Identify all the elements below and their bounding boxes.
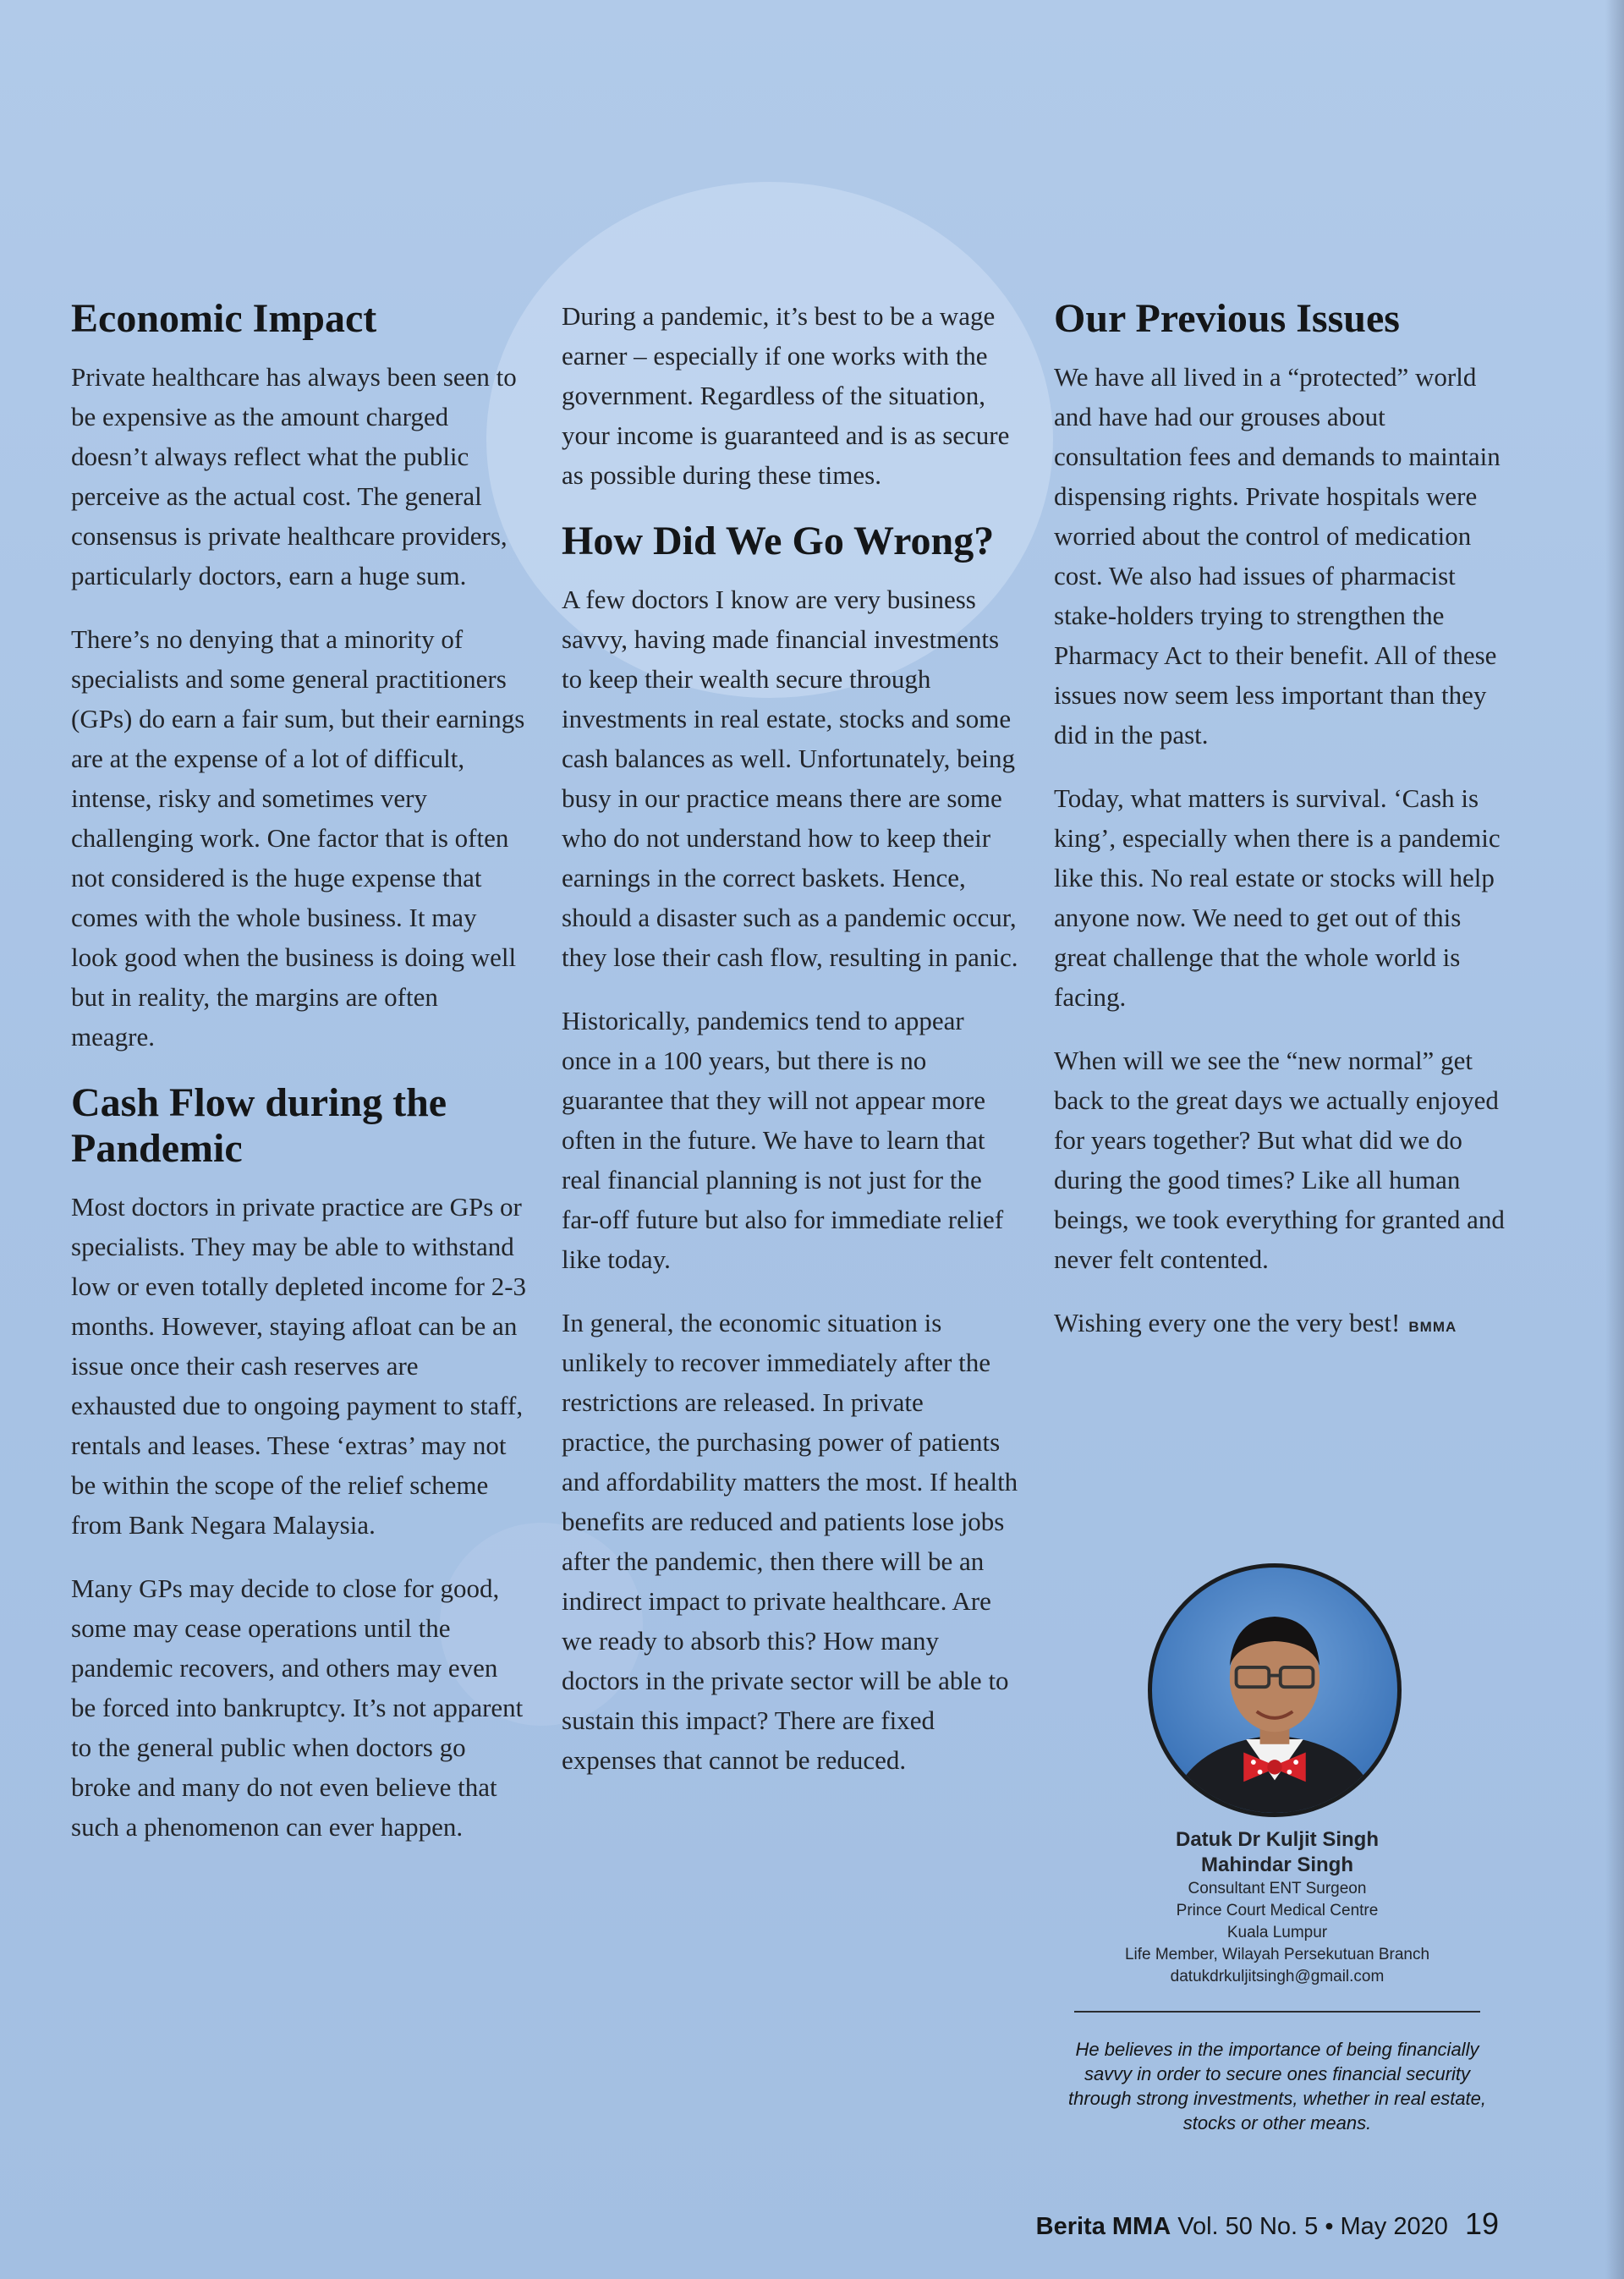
section-heading-economic-impact: Economic Impact — [71, 296, 377, 341]
paragraph: Today, what matters is survival. ‘Cash is king’, especially when there is a pandemic like this. No real estate or stocks will help anyone now. We need to get out of this great challenge that the whole world is facing. — [1054, 783, 1501, 1012]
publication-name: Berita MMA — [1035, 2213, 1171, 2240]
paragraph: During a pandemic, it’s best to be a wage earner – especially if one works with the government. Regardless of the situation, your income is guaranteed and is as secure as possible during these times. — [562, 301, 1010, 490]
closing-paragraph — [1054, 1303, 1511, 1347]
paragraph: A few doctors I know are very business savvy, having made financial investments to keep their wealth secure through investments in real estate, stocks and some cash balances as well. Unfortunately, being busy in our practice means there are some who do not understand how to keep their earnings in the correct baskets. Hence, should a disaster such as a pandemic occur, they lose their cash flow, resulting in panic. — [562, 585, 1018, 972]
page-footer — [1036, 2206, 1499, 2242]
page-number: 19 — [1464, 2206, 1499, 2241]
author-role: Consultant ENT Surgeon — [1188, 1880, 1367, 1897]
end-mark: BMMA — [1408, 1319, 1457, 1335]
section-heading-cash-flow: Cash Flow during the Pandemic — [71, 1080, 447, 1171]
author-name-line-2: Mahindar Singh — [1201, 1853, 1353, 1876]
page-spine-shadow — [1605, 0, 1624, 2279]
author-name-line-1: Datuk Dr Kuljit Singh — [1176, 1828, 1379, 1851]
issue-info: Vol. 50 No. 5 • May 2020 — [1177, 2213, 1448, 2240]
portrait-photo-icon — [1152, 1568, 1397, 1813]
paragraph: In general, the economic situation is unlikely to recover immediately after the restrictions are released. In private practice, the purchasing power of patients and affordability matters the most. If health benefits are reduced and patients lose jobs after the pandemic, then there will be an indirect impact to private healthcare. Are we ready to absorb this? How many doctors in the private sector will be able to sustain this impact? There are fixed expenses that cannot be reduced. — [562, 1308, 1018, 1775]
closing-text: Wishing every one the very best! — [1054, 1308, 1401, 1337]
author-portrait — [1148, 1563, 1402, 1817]
article-column-2 — [562, 296, 1018, 1804]
paragraph: We have all lived in a “protected” world and have had our grouses about consultation fees and demands to maintain dispensing rights. Private hospitals were worried about the control of medication cost. We also had issues of pharmacist stake-holders trying to strengthen the Pharmacy Act to their benefit. All of these issues now seem less important than they did in the past. — [1054, 362, 1501, 750]
author-city: Kuala Lumpur — [1226, 1924, 1328, 1941]
section-heading-how-did-we-go-wrong: How Did We Go Wrong? — [562, 519, 995, 563]
author-membership: Life Member, Wilayah Persekutuan Branch — [1124, 1946, 1430, 1963]
paragraph: Many GPs may decide to close for good, some may cease operations until the pandemic recovers, and others may even be forced into bankruptcy. It’s not apparent to the general public when doctors go broke and many do not even believe that such a phenomenon can ever happen. — [71, 1573, 524, 1842]
author-divider — [1074, 2011, 1480, 2013]
article-column-1 — [71, 296, 528, 1870]
author-bio: He believes in the importance of being financially savvy in order to secure ones financial security through strong investments, whether in real estate, stocks or other means. — [1067, 2039, 1487, 2133]
paragraph: There’s no denying that a minority of specialists and some general practitioners (GPs) do earn a fair sum, but their earnings are at the expense of a lot of difficult, intense, risky and sometimes very challenging work. One factor that is often not considered is the huge expense that comes with the whole business. It may look good when the business is doing well but in reality, the margins are often meagre. — [71, 624, 525, 1052]
paragraph: Historically, pandemics tend to appear once in a 100 years, but there is no guarantee that they will not appear more often in the future. We have to learn that real financial planning is not just for the far-off future but also for immediate relief like today. — [562, 1006, 1004, 1274]
article-column-3 — [1054, 296, 1511, 1370]
author-email: datukdrkuljitsingh@gmail.com — [1170, 1968, 1385, 1985]
author-info — [1074, 1827, 1480, 1988]
paragraph: When will we see the “new normal” get back to the great days we actually enjoyed for years together? But what did we do during the good times? Like all human beings, we took everything for granted and never felt contented. — [1054, 1046, 1505, 1274]
paragraph: Private healthcare has always been seen to be expensive as the amount charged doesn’t always reflect what the public perceive as the actual cost. The general consensus is private healthcare providers, particularly doctors, earn a huge sum. — [71, 362, 517, 590]
paragraph: Most doctors in private practice are GPs or specialists. They may be able to withstand low or even totally depleted income for 2-3 months. However, staying afloat can be an issue once their cash reserves are exhausted due to ongoing payment to staff, rentals and leases. These ‘extras’ may not be within the scope of the relief scheme from Bank Negara Malaysia. — [71, 1192, 527, 1540]
section-heading-previous-issues: Our Previous Issues — [1054, 296, 1400, 341]
author-hospital: Prince Court Medical Centre — [1176, 1902, 1379, 1919]
